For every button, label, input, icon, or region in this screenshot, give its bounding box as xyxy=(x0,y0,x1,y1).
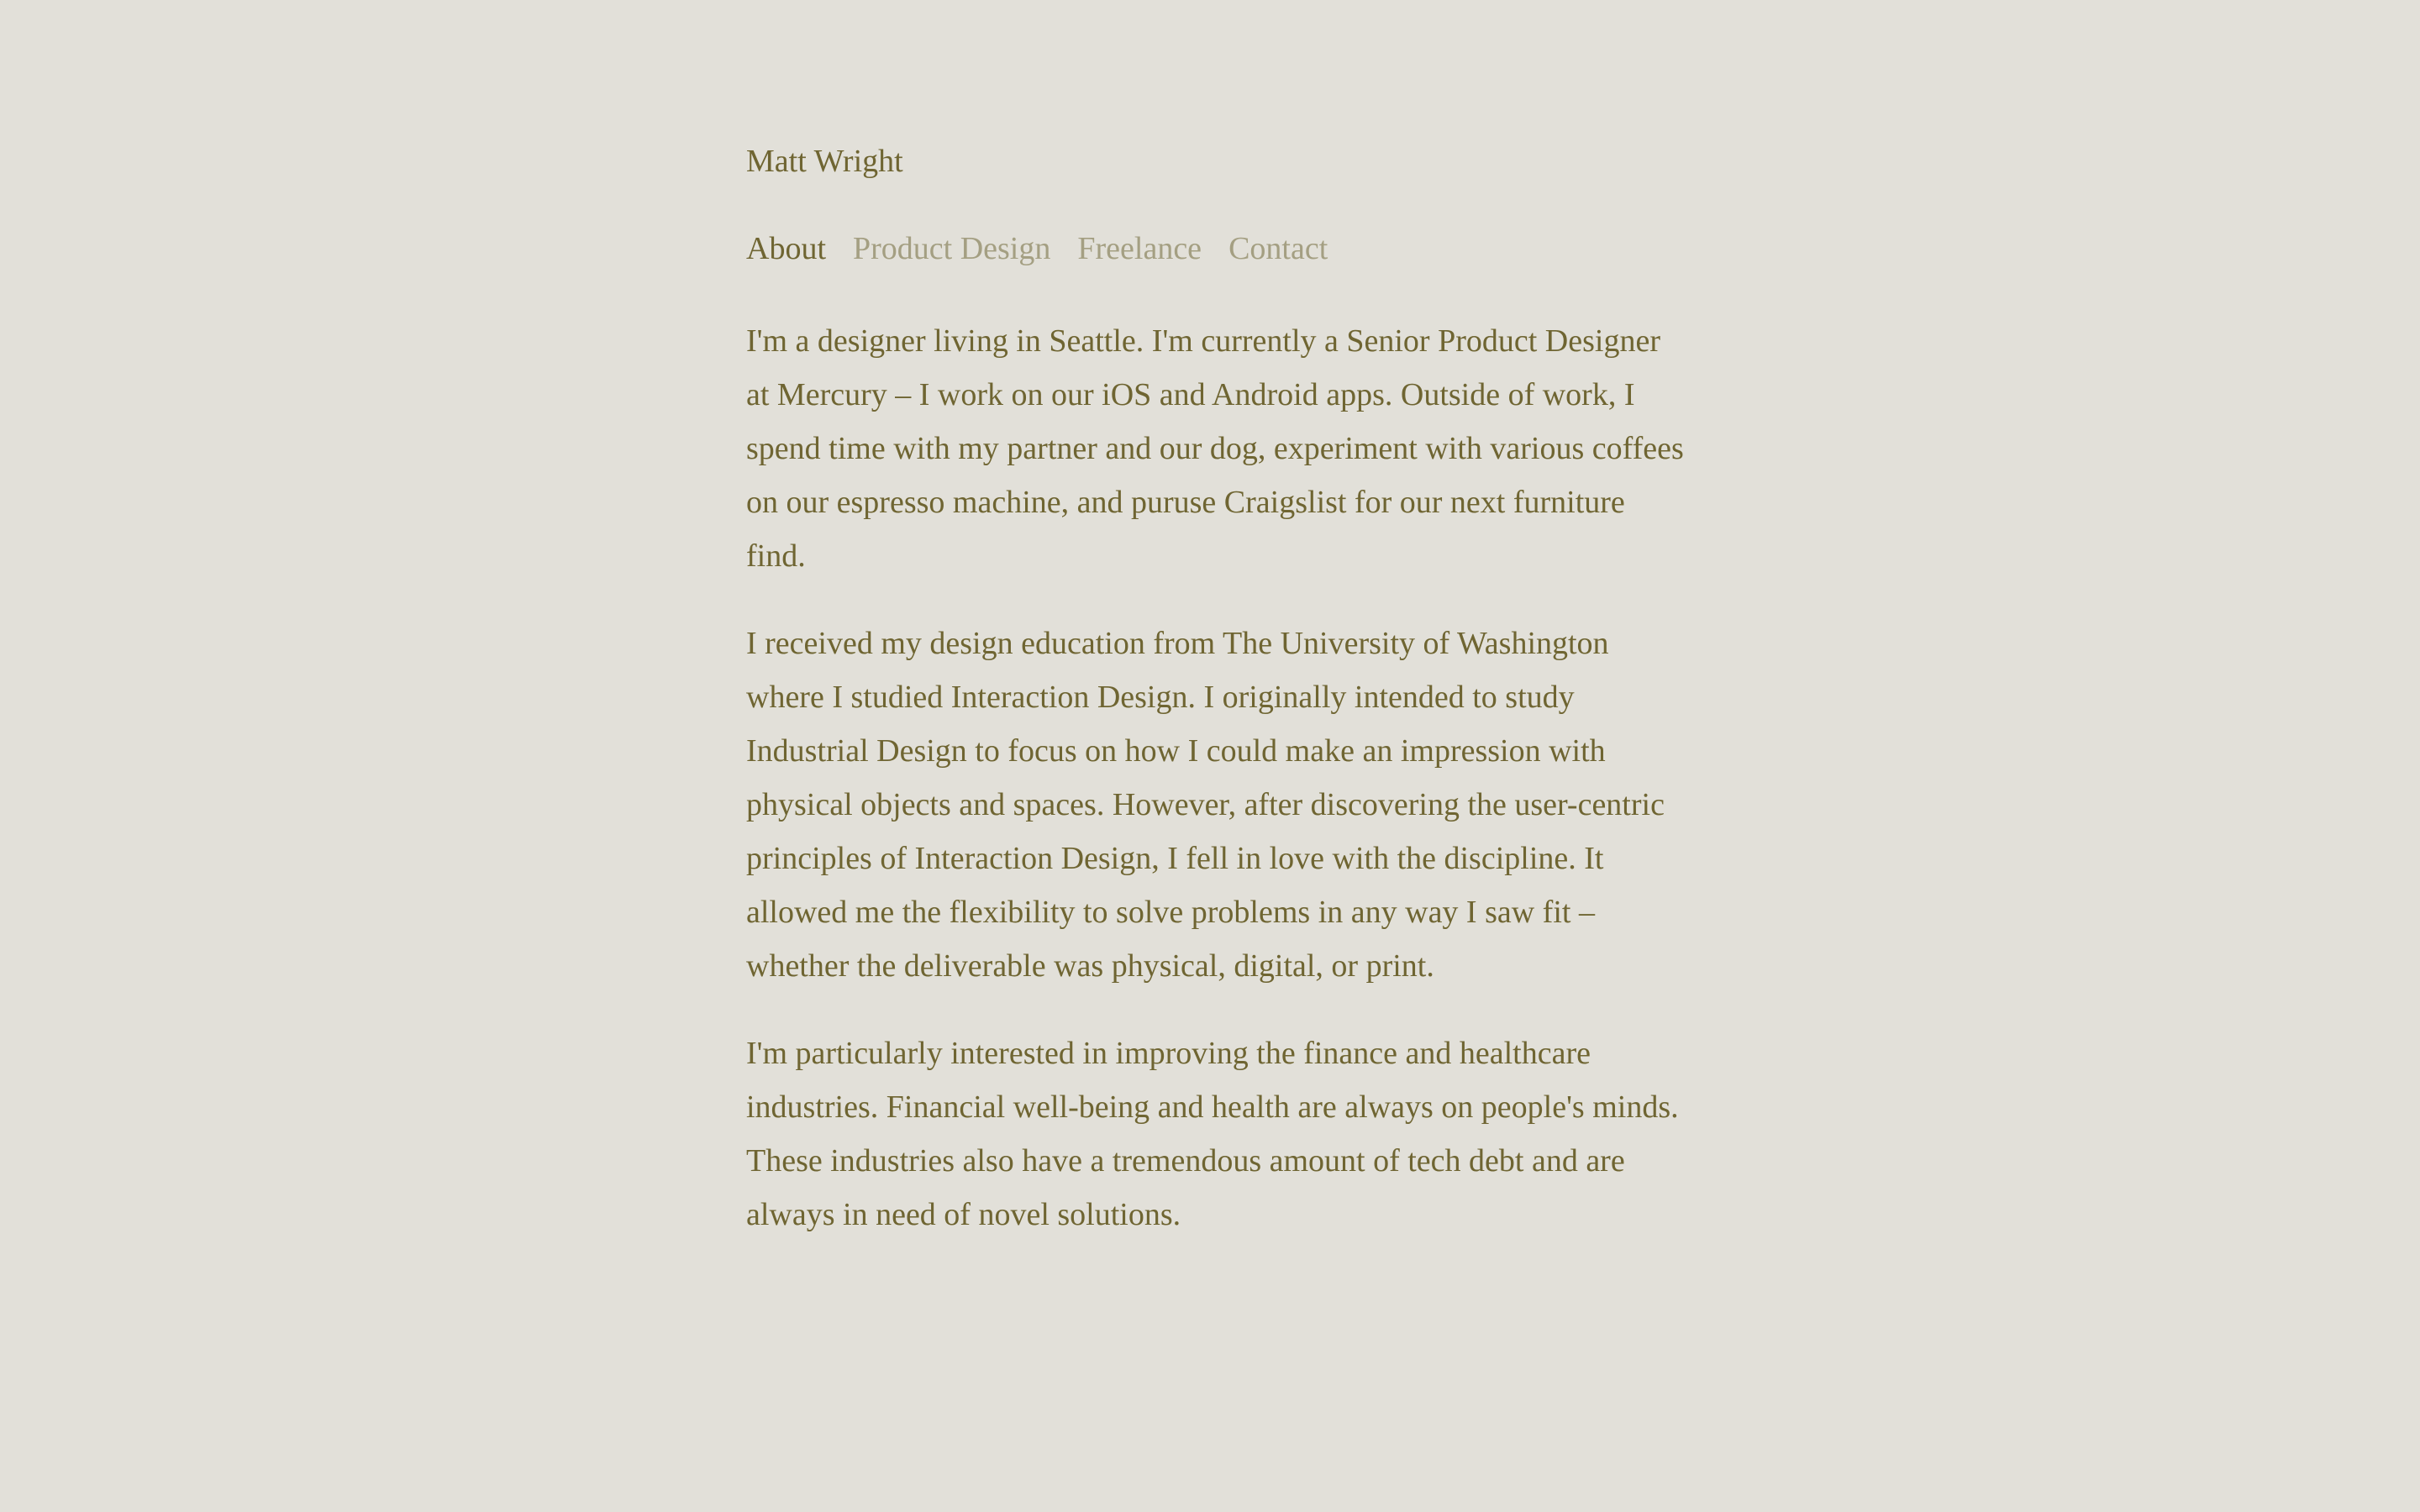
about-content xyxy=(746,314,1687,1242)
main-nav xyxy=(746,227,1687,270)
page-container xyxy=(746,139,1687,1242)
nav-item-freelance[interactable]: Freelance xyxy=(1077,231,1202,266)
about-paragraph-1: I'm a designer living in Seattle. I'm currently a Senior Product Designer at Mercury – I work on our iOS and Android apps. Outside of work, I spend time with my partner and our dog, experiment with various coffees on our espresso machine, and puruse Craigslist for our next furniture find. xyxy=(746,323,1684,574)
nav-item-contact[interactable]: Contact xyxy=(1228,231,1328,266)
nav-item-about[interactable]: About xyxy=(746,231,826,266)
site-title[interactable]: Matt Wright xyxy=(746,144,903,179)
about-paragraph-3: I'm particularly interested in improving the finance and healthcare industries. Financial well-being and health are always on people's minds. These industries also have a tremendous amount of tech debt and are always in need of novel solutions. xyxy=(746,1036,1679,1232)
about-paragraph-2: I received my design education from The University of Washington where I studied Interaction Design. I originally intended to study Industrial Design to focus on how I could make an impression with physical objects and spaces. However, after discovering the user-centric principles of Interaction Design, I fell in love with the discipline. It allowed me the flexibility to solve problems in any way I saw fit – whether the deliverable was physical, digital, or print. xyxy=(746,626,1665,984)
nav-item-product-design[interactable]: Product Design xyxy=(853,231,1051,266)
